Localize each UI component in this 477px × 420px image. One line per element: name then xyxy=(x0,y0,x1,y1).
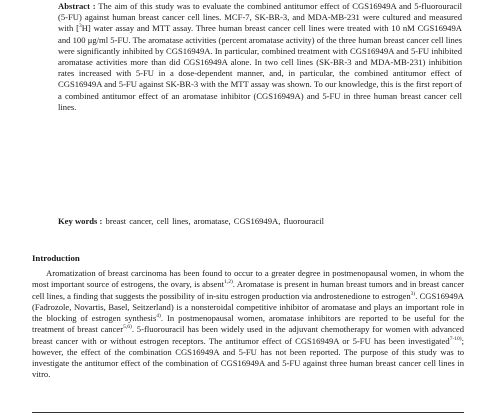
citation-5-6: 5,6) xyxy=(123,324,132,331)
keywords-label: Key words : xyxy=(58,216,103,226)
citation-7-10: 7-10) xyxy=(449,335,462,342)
abstract-text-part-2: H] water assay and MTT assay. Three human breast cancer cell lines were treated with 10 nM CGS16949A and 100 μg/ml 5-FU. The aromatase activities (percent aromatase activity) of the three human breast cancer cell lines were significantly inhibited by CGS16949A. In particular, combined treatment with CGS16949A and 5-FU inhibited aromatase activities more than did CGS16949A alone. In two cell lines (SK-BR-3 and MDA-MB-231) inhibition rates increased with 5-FU in a dose-dependent manner, and, in particular, the combined antitumor effect of CGS16949A and 5-FU against SK-BR-3 with the MTT assay was shown. To our knowledge, this is the first report of a combined antitumor effect of an aromatase inhibitor (CGS16949A) and 5-FU in three human breast cancer cell lines. xyxy=(58,23,462,112)
intro-text-6: ; however, the effect of the combination CGS16949A and 5-FU has not been reported. The purpose of this study was to investigate the antitumor effect of the combination of CGS16949A and 5-FU against three human breast cancer cell lines in vitro. xyxy=(32,335,464,380)
keywords-line xyxy=(58,216,462,227)
intro-text-5: . 5-fluorouracil has been widely used in the adjuvant chemotherapy for women with advanced breast cancer with or without estrogen receptors. The antitumor effect of CGS16949A or 5-FU has been investigated xyxy=(32,324,464,346)
introduction-heading: Introduction xyxy=(32,253,80,263)
intro-text-4: . In postmenopausal women, aromatase inhibitors are reported to be useful for the treatment of breast cancer xyxy=(32,313,465,335)
abstract-label: Abstract : xyxy=(58,1,96,11)
footnote-divider xyxy=(32,412,464,413)
intro-text-2: . Aromatase is present in human breast tumors and in breast cancer cell lines, a finding that suggests the possibility of in-situ estrogen production via androstenedione to estrogen xyxy=(32,279,464,301)
introduction-body xyxy=(32,268,464,381)
citation-4: 4) xyxy=(156,313,161,320)
tritium-superscript: 3 xyxy=(78,23,82,30)
intro-text-3: . CGS16949A (Fadrozole, Novartis, Basel, Seitzerland) is a nonsteroidal competitive inhibitor of aromatase and plays an important role in the blocking of estrogen synthesis xyxy=(32,290,464,323)
keywords-values: breast cancer, cell lines, aromatase, CGS16949A, fluorouracil xyxy=(102,216,325,226)
intro-text-1: Aromatization of breast carcinoma has been found to occur to a greater degree in postmenopausal women, in whom the most important source of estrogens, the ovary, is absent xyxy=(32,268,464,290)
abstract-text-part-1: The aim of this study was to evaluate the combined antitumor effect of CGS16949A and 5-fluorouracil (5-FU) against human breast cancer cell lines. MCF-7, SK-BR-3, and MDA-MB-231 were cultured and measured with [ xyxy=(58,1,462,34)
citation-3: 3) xyxy=(410,290,416,297)
abstract-paragraph xyxy=(58,1,462,113)
citation-1-2: 1,2) xyxy=(224,279,233,286)
introduction-paragraph xyxy=(32,268,464,381)
